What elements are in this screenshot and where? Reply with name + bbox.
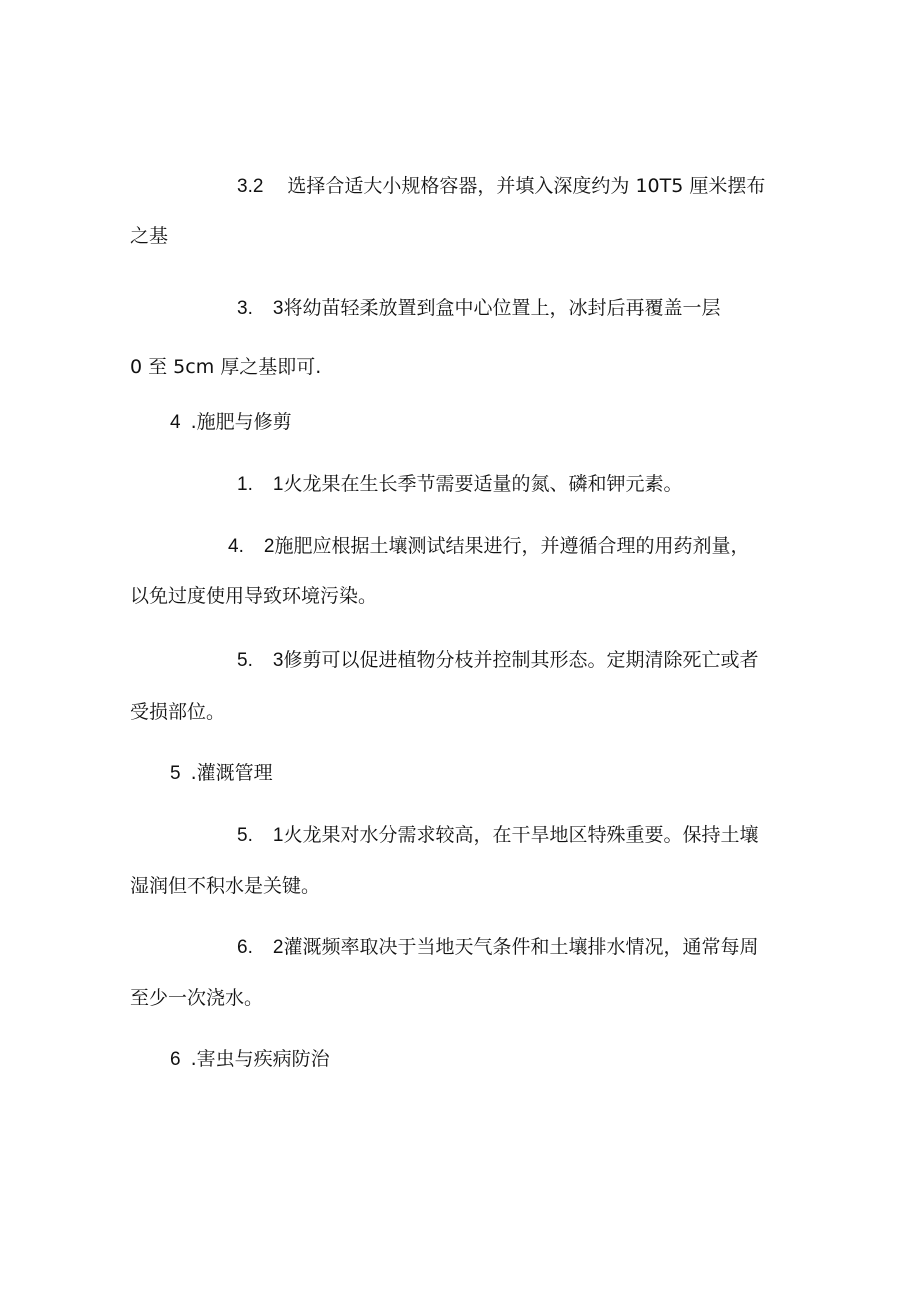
paragraph-4-3-line-2 [130, 700, 225, 724]
paragraph-subnumber: 1 [272, 825, 284, 846]
paragraph-text: 受损部位。 [130, 701, 226, 723]
paragraph-text: 选择合适大小规格容器，并填入深度约为 10T5 厘米摆布 [287, 175, 766, 197]
paragraph-subnumber: 2 [272, 937, 284, 958]
paragraph-4-3-line-1 [237, 648, 758, 673]
paragraph-text: 火龙果在生长季节需要适量的氮、磷和钾元素。 [283, 473, 683, 495]
paragraph-text: 灌溉频率取决于当地天气条件和土壤排水情况，通常每周 [283, 936, 759, 958]
paragraph-text: 施肥应根据土壤测试结果进行，并遵循合理的用药剂量， [274, 535, 750, 557]
section-title: .害虫与疾病防治 [190, 1048, 330, 1070]
paragraph-3-3-line-1 [237, 296, 720, 321]
paragraph-3-2-line-2 [130, 224, 168, 248]
section-number: 5 [170, 763, 181, 784]
paragraph-5-2-line-1 [237, 935, 758, 960]
paragraph-3-3-line-2 [130, 355, 321, 379]
paragraph-4-1-line-1 [237, 472, 682, 497]
section-heading-6 [170, 1047, 330, 1072]
paragraph-subnumber: 2 [263, 536, 275, 557]
section-title: .施肥与修剪 [190, 411, 292, 433]
paragraph-number: 3.2 [237, 176, 264, 197]
paragraph-text: 将幼苗轻柔放置到盒中心位置上，冰封后再覆盖一层 [283, 297, 721, 319]
paragraph-text: 至少一次浇水。 [130, 987, 264, 1009]
paragraph-5-2-line-2 [130, 986, 263, 1010]
paragraph-5-1-line-1 [237, 823, 758, 848]
section-number: 6 [170, 1049, 181, 1070]
paragraph-text: 以免过度使用导致环境污染。 [130, 585, 378, 607]
paragraph-5-1-line-2 [130, 874, 320, 898]
paragraph-subnumber: 3 [272, 298, 284, 319]
paragraph-text: 之基 [130, 225, 169, 247]
paragraph-4-2-line-2 [130, 584, 377, 608]
paragraph-number: 1. [237, 474, 253, 495]
paragraph-4-2-line-1 [228, 534, 749, 559]
paragraph-text: 修剪可以促进植物分枝并控制其形态。定期清除死亡或者 [283, 649, 759, 671]
paragraph-number: 4. [228, 536, 244, 557]
paragraph-text: 0 至 5cm 厚之基即可. [130, 356, 322, 378]
paragraph-number: 5. [237, 650, 253, 671]
paragraph-number: 3. [237, 298, 253, 319]
paragraph-3-2-line-1 [237, 174, 765, 199]
paragraph-text: 火龙果对水分需求较高，在干旱地区特殊重要。保持土壤 [283, 824, 759, 846]
section-heading-4 [170, 410, 292, 435]
paragraph-subnumber: 1 [272, 474, 284, 495]
paragraph-subnumber: 3 [272, 650, 284, 671]
section-number: 4 [170, 412, 181, 433]
section-heading-5 [170, 761, 273, 786]
paragraph-number: 6. [237, 937, 253, 958]
paragraph-number: 5. [237, 825, 253, 846]
paragraph-text: 湿润但不积水是关键。 [130, 875, 321, 897]
section-title: .灌溉管理 [190, 762, 273, 784]
